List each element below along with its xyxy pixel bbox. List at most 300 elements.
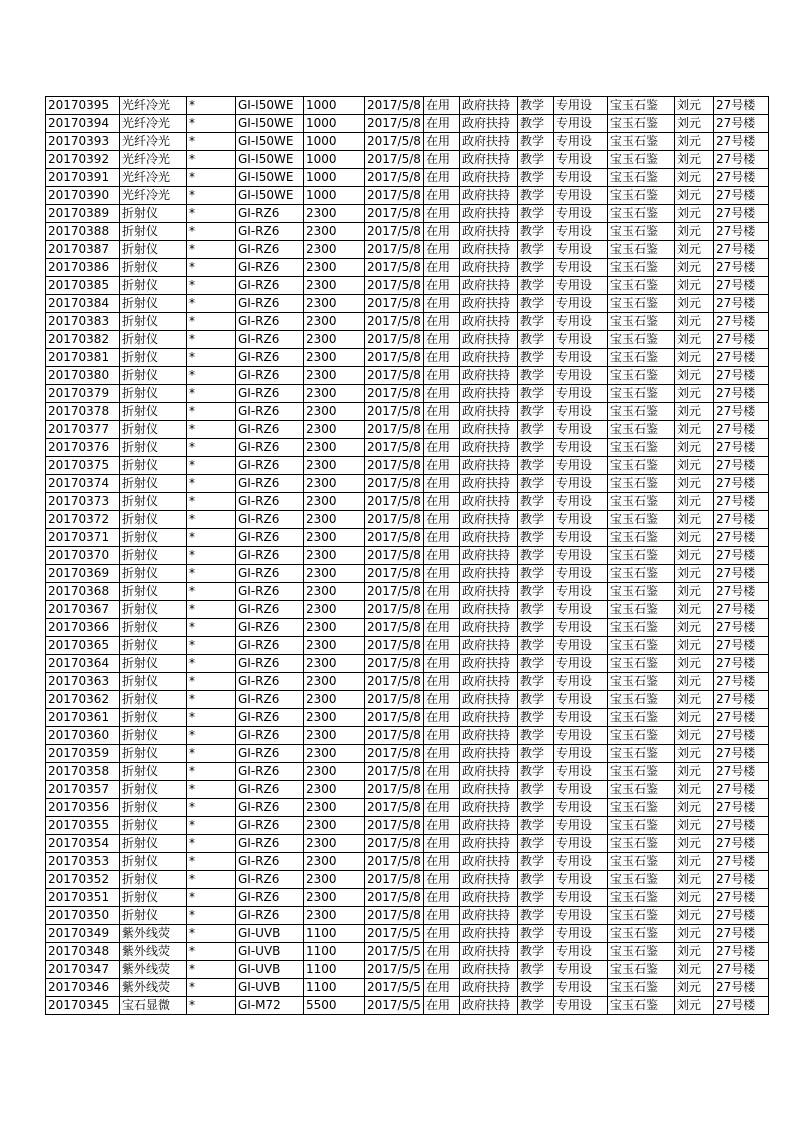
- cell-location: 27号楼: [714, 439, 769, 457]
- cell-location: 27号楼: [714, 799, 769, 817]
- cell-spec: *: [187, 511, 236, 529]
- cell-usage: 教学: [518, 115, 554, 133]
- cell-acquire-date: 2017/5/8: [365, 331, 424, 349]
- table-row: [46, 295, 769, 313]
- cell-status: 在用: [424, 871, 460, 889]
- cell-spec: *: [187, 925, 236, 943]
- cell-location: 27号楼: [714, 403, 769, 421]
- cell-usage: 教学: [518, 709, 554, 727]
- cell-custodian: 刘元: [675, 529, 714, 547]
- table-row: [46, 583, 769, 601]
- table-row: [46, 421, 769, 439]
- cell-location: 27号楼: [714, 277, 769, 295]
- cell-model: GI-RZ6: [236, 475, 304, 493]
- cell-acquire-date: 2017/5/8: [365, 403, 424, 421]
- cell-custodian: 刘元: [675, 709, 714, 727]
- cell-status: 在用: [424, 331, 460, 349]
- cell-custodian: 刘元: [675, 691, 714, 709]
- cell-department: 宝玉石鉴: [608, 205, 675, 223]
- cell-acquire-date: 2017/5/8: [365, 439, 424, 457]
- cell-spec: *: [187, 673, 236, 691]
- cell-status: 在用: [424, 907, 460, 925]
- cell-asset-name: 光纤冷光: [120, 115, 187, 133]
- cell-custodian: 刘元: [675, 205, 714, 223]
- cell-status: 在用: [424, 889, 460, 907]
- cell-asset-name: 光纤冷光: [120, 97, 187, 115]
- cell-usage: 教学: [518, 871, 554, 889]
- table-row: [46, 925, 769, 943]
- cell-model: GI-RZ6: [236, 529, 304, 547]
- cell-department: 宝玉石鉴: [608, 187, 675, 205]
- cell-usage: 教学: [518, 997, 554, 1015]
- cell-custodian: 刘元: [675, 241, 714, 259]
- cell-price: 2300: [304, 493, 365, 511]
- cell-custodian: 刘元: [675, 367, 714, 385]
- cell-price: 2300: [304, 547, 365, 565]
- cell-location: 27号楼: [714, 493, 769, 511]
- cell-asset-name: 紫外线荧: [120, 943, 187, 961]
- cell-custodian: 刘元: [675, 817, 714, 835]
- cell-price: 2300: [304, 385, 365, 403]
- cell-price: 2300: [304, 331, 365, 349]
- cell-spec: *: [187, 259, 236, 277]
- cell-custodian: 刘元: [675, 259, 714, 277]
- cell-price: 2300: [304, 853, 365, 871]
- cell-model: GI-I50WE: [236, 115, 304, 133]
- cell-custodian: 刘元: [675, 673, 714, 691]
- cell-asset-name: 折射仪: [120, 781, 187, 799]
- table-row: [46, 619, 769, 637]
- cell-usage: 教学: [518, 169, 554, 187]
- cell-asset-id: 20170366: [46, 619, 120, 637]
- cell-usage: 教学: [518, 349, 554, 367]
- cell-category: 专用设: [554, 961, 608, 979]
- cell-spec: *: [187, 457, 236, 475]
- cell-acquire-date: 2017/5/8: [365, 277, 424, 295]
- table-row: [46, 529, 769, 547]
- cell-department: 宝玉石鉴: [608, 421, 675, 439]
- cell-model: GI-RZ6: [236, 421, 304, 439]
- cell-custodian: 刘元: [675, 187, 714, 205]
- table-row: [46, 403, 769, 421]
- cell-asset-id: 20170350: [46, 907, 120, 925]
- cell-department: 宝玉石鉴: [608, 619, 675, 637]
- cell-asset-name: 紫外线荧: [120, 925, 187, 943]
- table-row: [46, 151, 769, 169]
- cell-asset-id: 20170386: [46, 259, 120, 277]
- cell-model: GI-RZ6: [236, 205, 304, 223]
- cell-model: GI-RZ6: [236, 457, 304, 475]
- cell-category: 专用设: [554, 799, 608, 817]
- cell-asset-id: 20170387: [46, 241, 120, 259]
- table-row: [46, 223, 769, 241]
- cell-category: 专用设: [554, 313, 608, 331]
- cell-model: GI-M72: [236, 997, 304, 1015]
- cell-usage: 教学: [518, 313, 554, 331]
- cell-category: 专用设: [554, 169, 608, 187]
- cell-price: 1100: [304, 961, 365, 979]
- cell-price: 2300: [304, 601, 365, 619]
- cell-location: 27号楼: [714, 187, 769, 205]
- cell-asset-name: 折射仪: [120, 745, 187, 763]
- cell-location: 27号楼: [714, 349, 769, 367]
- cell-category: 专用设: [554, 511, 608, 529]
- table-row: [46, 709, 769, 727]
- cell-funding-source: 政府扶持: [460, 259, 518, 277]
- cell-location: 27号楼: [714, 871, 769, 889]
- cell-model: GI-RZ6: [236, 223, 304, 241]
- cell-custodian: 刘元: [675, 115, 714, 133]
- cell-location: 27号楼: [714, 709, 769, 727]
- cell-custodian: 刘元: [675, 763, 714, 781]
- table-row: [46, 817, 769, 835]
- cell-asset-name: 折射仪: [120, 529, 187, 547]
- cell-status: 在用: [424, 763, 460, 781]
- cell-custodian: 刘元: [675, 655, 714, 673]
- cell-department: 宝玉石鉴: [608, 97, 675, 115]
- cell-custodian: 刘元: [675, 277, 714, 295]
- cell-model: GI-RZ6: [236, 565, 304, 583]
- cell-location: 27号楼: [714, 97, 769, 115]
- cell-funding-source: 政府扶持: [460, 223, 518, 241]
- cell-department: 宝玉石鉴: [608, 583, 675, 601]
- cell-price: 1100: [304, 925, 365, 943]
- cell-location: 27号楼: [714, 853, 769, 871]
- cell-custodian: 刘元: [675, 349, 714, 367]
- cell-category: 专用设: [554, 115, 608, 133]
- cell-spec: *: [187, 727, 236, 745]
- cell-category: 专用设: [554, 295, 608, 313]
- cell-price: 2300: [304, 673, 365, 691]
- cell-asset-name: 折射仪: [120, 565, 187, 583]
- cell-spec: *: [187, 835, 236, 853]
- cell-acquire-date: 2017/5/8: [365, 475, 424, 493]
- cell-spec: *: [187, 349, 236, 367]
- cell-department: 宝玉石鉴: [608, 133, 675, 151]
- cell-category: 专用设: [554, 889, 608, 907]
- cell-price: 2300: [304, 763, 365, 781]
- cell-model: GI-I50WE: [236, 151, 304, 169]
- cell-spec: *: [187, 871, 236, 889]
- cell-acquire-date: 2017/5/8: [365, 781, 424, 799]
- table-row: [46, 475, 769, 493]
- cell-location: 27号楼: [714, 475, 769, 493]
- cell-asset-name: 光纤冷光: [120, 133, 187, 151]
- cell-asset-id: 20170372: [46, 511, 120, 529]
- cell-custodian: 刘元: [675, 565, 714, 583]
- cell-funding-source: 政府扶持: [460, 745, 518, 763]
- cell-acquire-date: 2017/5/8: [365, 385, 424, 403]
- cell-status: 在用: [424, 565, 460, 583]
- cell-acquire-date: 2017/5/8: [365, 583, 424, 601]
- cell-status: 在用: [424, 97, 460, 115]
- cell-price: 1000: [304, 151, 365, 169]
- cell-asset-name: 折射仪: [120, 259, 187, 277]
- cell-usage: 教学: [518, 925, 554, 943]
- cell-asset-name: 光纤冷光: [120, 169, 187, 187]
- cell-custodian: 刘元: [675, 169, 714, 187]
- cell-custodian: 刘元: [675, 331, 714, 349]
- cell-status: 在用: [424, 745, 460, 763]
- cell-asset-id: 20170381: [46, 349, 120, 367]
- cell-model: GI-RZ6: [236, 601, 304, 619]
- cell-funding-source: 政府扶持: [460, 763, 518, 781]
- cell-asset-name: 折射仪: [120, 349, 187, 367]
- cell-asset-name: 紫外线荧: [120, 979, 187, 997]
- table-row: [46, 169, 769, 187]
- cell-acquire-date: 2017/5/5: [365, 943, 424, 961]
- cell-acquire-date: 2017/5/8: [365, 907, 424, 925]
- cell-funding-source: 政府扶持: [460, 421, 518, 439]
- cell-spec: *: [187, 979, 236, 997]
- cell-funding-source: 政府扶持: [460, 961, 518, 979]
- table-row: [46, 655, 769, 673]
- cell-status: 在用: [424, 673, 460, 691]
- cell-department: 宝玉石鉴: [608, 835, 675, 853]
- cell-funding-source: 政府扶持: [460, 313, 518, 331]
- cell-category: 专用设: [554, 367, 608, 385]
- cell-status: 在用: [424, 961, 460, 979]
- cell-acquire-date: 2017/5/5: [365, 925, 424, 943]
- cell-spec: *: [187, 655, 236, 673]
- cell-model: GI-RZ6: [236, 259, 304, 277]
- cell-department: 宝玉石鉴: [608, 295, 675, 313]
- cell-spec: *: [187, 961, 236, 979]
- cell-custodian: 刘元: [675, 475, 714, 493]
- cell-price: 2300: [304, 223, 365, 241]
- cell-spec: *: [187, 115, 236, 133]
- cell-category: 专用设: [554, 259, 608, 277]
- cell-asset-name: 折射仪: [120, 655, 187, 673]
- cell-acquire-date: 2017/5/5: [365, 961, 424, 979]
- cell-funding-source: 政府扶持: [460, 781, 518, 799]
- cell-spec: *: [187, 745, 236, 763]
- cell-model: GI-RZ6: [236, 349, 304, 367]
- cell-category: 专用设: [554, 691, 608, 709]
- cell-status: 在用: [424, 799, 460, 817]
- cell-asset-id: 20170384: [46, 295, 120, 313]
- cell-acquire-date: 2017/5/8: [365, 745, 424, 763]
- cell-custodian: 刘元: [675, 295, 714, 313]
- cell-custodian: 刘元: [675, 421, 714, 439]
- cell-model: GI-RZ6: [236, 853, 304, 871]
- cell-location: 27号楼: [714, 763, 769, 781]
- cell-asset-id: 20170349: [46, 925, 120, 943]
- cell-status: 在用: [424, 475, 460, 493]
- cell-status: 在用: [424, 493, 460, 511]
- cell-asset-id: 20170358: [46, 763, 120, 781]
- cell-asset-id: 20170375: [46, 457, 120, 475]
- cell-asset-name: 宝石显微: [120, 997, 187, 1015]
- cell-location: 27号楼: [714, 961, 769, 979]
- cell-department: 宝玉石鉴: [608, 367, 675, 385]
- cell-custodian: 刘元: [675, 889, 714, 907]
- cell-status: 在用: [424, 385, 460, 403]
- cell-category: 专用设: [554, 907, 608, 925]
- cell-acquire-date: 2017/5/8: [365, 835, 424, 853]
- table-row: [46, 691, 769, 709]
- cell-spec: *: [187, 907, 236, 925]
- table-row: [46, 979, 769, 997]
- table-row: [46, 961, 769, 979]
- cell-spec: *: [187, 565, 236, 583]
- cell-asset-id: 20170369: [46, 565, 120, 583]
- cell-status: 在用: [424, 601, 460, 619]
- cell-usage: 教学: [518, 439, 554, 457]
- table-row: [46, 115, 769, 133]
- cell-location: 27号楼: [714, 817, 769, 835]
- cell-price: 1000: [304, 97, 365, 115]
- cell-status: 在用: [424, 313, 460, 331]
- table-row: [46, 133, 769, 151]
- cell-usage: 教学: [518, 907, 554, 925]
- cell-custodian: 刘元: [675, 961, 714, 979]
- cell-asset-name: 光纤冷光: [120, 187, 187, 205]
- cell-funding-source: 政府扶持: [460, 97, 518, 115]
- cell-funding-source: 政府扶持: [460, 673, 518, 691]
- cell-department: 宝玉石鉴: [608, 781, 675, 799]
- cell-asset-id: 20170371: [46, 529, 120, 547]
- cell-usage: 教学: [518, 403, 554, 421]
- cell-spec: *: [187, 187, 236, 205]
- cell-usage: 教学: [518, 187, 554, 205]
- cell-asset-id: 20170360: [46, 727, 120, 745]
- cell-model: GI-RZ6: [236, 619, 304, 637]
- cell-category: 专用设: [554, 475, 608, 493]
- cell-asset-name: 折射仪: [120, 889, 187, 907]
- cell-category: 专用设: [554, 601, 608, 619]
- cell-category: 专用设: [554, 583, 608, 601]
- table-row: [46, 943, 769, 961]
- cell-department: 宝玉石鉴: [608, 331, 675, 349]
- cell-location: 27号楼: [714, 241, 769, 259]
- cell-model: GI-I50WE: [236, 169, 304, 187]
- cell-price: 1100: [304, 979, 365, 997]
- cell-location: 27号楼: [714, 907, 769, 925]
- cell-acquire-date: 2017/5/8: [365, 799, 424, 817]
- cell-department: 宝玉石鉴: [608, 745, 675, 763]
- cell-category: 专用设: [554, 709, 608, 727]
- cell-category: 专用设: [554, 187, 608, 205]
- cell-usage: 教学: [518, 943, 554, 961]
- cell-asset-id: 20170351: [46, 889, 120, 907]
- cell-model: GI-RZ6: [236, 385, 304, 403]
- cell-department: 宝玉石鉴: [608, 889, 675, 907]
- cell-location: 27号楼: [714, 367, 769, 385]
- cell-location: 27号楼: [714, 583, 769, 601]
- cell-asset-id: 20170367: [46, 601, 120, 619]
- cell-asset-id: 20170355: [46, 817, 120, 835]
- cell-funding-source: 政府扶持: [460, 799, 518, 817]
- cell-department: 宝玉石鉴: [608, 259, 675, 277]
- table-row: [46, 439, 769, 457]
- cell-custodian: 刘元: [675, 835, 714, 853]
- cell-price: 2300: [304, 529, 365, 547]
- cell-acquire-date: 2017/5/8: [365, 421, 424, 439]
- cell-spec: *: [187, 781, 236, 799]
- cell-asset-name: 折射仪: [120, 421, 187, 439]
- cell-asset-name: 折射仪: [120, 673, 187, 691]
- cell-spec: *: [187, 205, 236, 223]
- cell-usage: 教学: [518, 97, 554, 115]
- table-row: [46, 799, 769, 817]
- cell-custodian: 刘元: [675, 583, 714, 601]
- cell-status: 在用: [424, 133, 460, 151]
- cell-model: GI-RZ6: [236, 799, 304, 817]
- cell-acquire-date: 2017/5/8: [365, 133, 424, 151]
- cell-department: 宝玉石鉴: [608, 349, 675, 367]
- cell-model: GI-RZ6: [236, 241, 304, 259]
- cell-category: 专用设: [554, 349, 608, 367]
- cell-usage: 教学: [518, 205, 554, 223]
- cell-spec: *: [187, 367, 236, 385]
- cell-model: GI-RZ6: [236, 835, 304, 853]
- cell-price: 2300: [304, 745, 365, 763]
- cell-usage: 教学: [518, 475, 554, 493]
- cell-price: 2300: [304, 889, 365, 907]
- cell-department: 宝玉石鉴: [608, 493, 675, 511]
- table-row: [46, 565, 769, 583]
- cell-acquire-date: 2017/5/8: [365, 187, 424, 205]
- cell-price: 2300: [304, 727, 365, 745]
- cell-usage: 教学: [518, 835, 554, 853]
- cell-model: GI-RZ6: [236, 691, 304, 709]
- cell-price: 1100: [304, 943, 365, 961]
- cell-model: GI-RZ6: [236, 637, 304, 655]
- cell-spec: *: [187, 529, 236, 547]
- cell-funding-source: 政府扶持: [460, 727, 518, 745]
- cell-custodian: 刘元: [675, 997, 714, 1015]
- cell-usage: 教学: [518, 763, 554, 781]
- table-row: [46, 637, 769, 655]
- cell-category: 专用设: [554, 853, 608, 871]
- cell-asset-id: 20170362: [46, 691, 120, 709]
- cell-usage: 教学: [518, 421, 554, 439]
- cell-category: 专用设: [554, 493, 608, 511]
- cell-asset-id: 20170361: [46, 709, 120, 727]
- cell-department: 宝玉石鉴: [608, 673, 675, 691]
- cell-price: 2300: [304, 259, 365, 277]
- cell-price: 2300: [304, 817, 365, 835]
- cell-status: 在用: [424, 349, 460, 367]
- cell-spec: *: [187, 853, 236, 871]
- cell-spec: *: [187, 547, 236, 565]
- cell-spec: *: [187, 133, 236, 151]
- cell-price: 5500: [304, 997, 365, 1015]
- cell-usage: 教学: [518, 781, 554, 799]
- cell-model: GI-RZ6: [236, 511, 304, 529]
- cell-asset-id: 20170379: [46, 385, 120, 403]
- cell-price: 2300: [304, 637, 365, 655]
- cell-funding-source: 政府扶持: [460, 817, 518, 835]
- cell-model: GI-RZ6: [236, 403, 304, 421]
- cell-model: GI-I50WE: [236, 133, 304, 151]
- cell-department: 宝玉石鉴: [608, 799, 675, 817]
- cell-custodian: 刘元: [675, 745, 714, 763]
- cell-status: 在用: [424, 511, 460, 529]
- cell-status: 在用: [424, 529, 460, 547]
- cell-asset-name: 折射仪: [120, 583, 187, 601]
- cell-category: 专用设: [554, 223, 608, 241]
- cell-funding-source: 政府扶持: [460, 187, 518, 205]
- cell-department: 宝玉石鉴: [608, 907, 675, 925]
- cell-usage: 教学: [518, 637, 554, 655]
- cell-funding-source: 政府扶持: [460, 529, 518, 547]
- cell-usage: 教学: [518, 385, 554, 403]
- cell-department: 宝玉石鉴: [608, 277, 675, 295]
- cell-asset-name: 折射仪: [120, 727, 187, 745]
- cell-custodian: 刘元: [675, 385, 714, 403]
